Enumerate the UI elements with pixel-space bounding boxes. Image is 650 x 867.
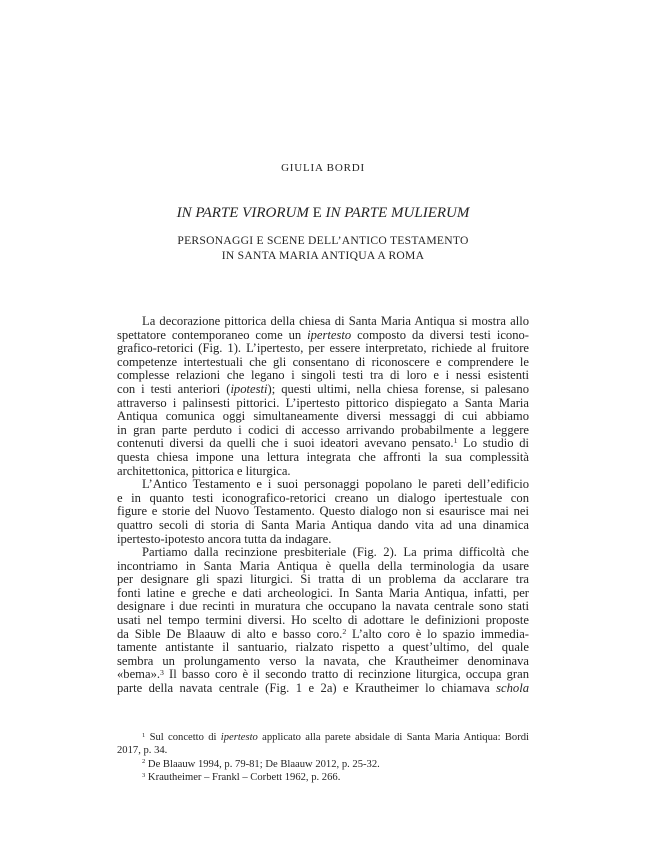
text-run: fonti latine e greche e dati archeologici. In Santa Maria Antiqua, infatti, per bbox=[117, 585, 529, 600]
article-title bbox=[117, 204, 529, 222]
text-line bbox=[117, 437, 529, 451]
footnote bbox=[117, 771, 529, 784]
text-line bbox=[117, 560, 529, 574]
text-run: E bbox=[308, 205, 326, 221]
text-run: complesse relazioni che legano i singoli testi tra di loro e i nessi esistenti bbox=[117, 368, 529, 383]
text-line bbox=[117, 668, 529, 682]
text-line bbox=[117, 451, 529, 465]
text-run: architettonica, pittorica e liturgica. bbox=[117, 463, 291, 478]
text-run: questa chiesa impone una lettura integrata che affronti la sua complessità bbox=[117, 449, 529, 464]
text-line bbox=[117, 641, 529, 655]
text-run: e in quanto testi iconografico-retorici creano un dialogo ipertestuale con bbox=[117, 490, 529, 505]
text-run: competenze intertestuali che gli consentano di riconoscere e comprendere le bbox=[117, 354, 529, 369]
note-number: 2 bbox=[342, 626, 347, 636]
text-run: tamente antistante il santuario, rialzato rispetto a quest’ultimo, del quale bbox=[117, 640, 529, 655]
text-run: contenuti diversi da quelli che i suoi ideatori avevano pensato. bbox=[117, 436, 454, 451]
text-line bbox=[117, 505, 529, 519]
text-run: Antiqua comunica oggi simultaneamente diversi messaggi di cui abbiamo bbox=[117, 409, 529, 424]
paragraph bbox=[117, 315, 529, 478]
note-number: 3 bbox=[160, 667, 164, 677]
text-line bbox=[117, 424, 529, 438]
text-run: L’Antico Testamento e i suoi personaggi popolano le pareti dell’edificio bbox=[142, 477, 529, 492]
text-line bbox=[117, 342, 529, 356]
text-line bbox=[117, 519, 529, 533]
italic-text: ipertesto bbox=[307, 327, 352, 342]
text-run: applicato alla parete absidale di Santa Maria Antiqua: Bordi bbox=[257, 732, 529, 743]
text-line bbox=[117, 383, 529, 397]
text-run: usati nel tempo termini diversi. Ho scelto di adottare le definizioni proposte bbox=[117, 613, 529, 628]
text-run: attraverso i palinsesti pittorici. L’ipertesto pittorico dispiegato a Santa Maria bbox=[117, 395, 529, 410]
text-line bbox=[117, 465, 529, 479]
note-number: 1 bbox=[453, 436, 458, 446]
text-line bbox=[117, 600, 529, 614]
text-run: ); questi ultimi, nella chiesa forense, si palesano bbox=[267, 381, 529, 396]
text-run: Lo studio di bbox=[457, 436, 529, 451]
text-run: 2017, p. 34. bbox=[117, 745, 168, 757]
text-run: Partiamo dalla recinzione presbiteriale (Fig. 2). La prima difficoltà che bbox=[142, 545, 529, 560]
text-line bbox=[117, 546, 529, 560]
text-run: parte della navata centrale (Fig. 1 e 2a) e Krautheimer lo chiamava bbox=[117, 681, 497, 696]
text-line bbox=[117, 682, 529, 696]
text-line bbox=[117, 731, 529, 744]
paragraph bbox=[117, 478, 529, 546]
text-run: sembra un prolungamento verso la navata, che Krautheimer denominava bbox=[117, 653, 529, 668]
body-text bbox=[117, 315, 529, 696]
text-run: incontriamo in Santa Maria Antiqua è quella della terminologia da usare bbox=[117, 558, 529, 573]
text-run: quattro secoli di storia di Santa Maria Antiqua dando vita ad una dinamica bbox=[117, 517, 529, 532]
text-run: «bema». bbox=[117, 667, 161, 682]
note-number: 2 bbox=[142, 758, 146, 766]
italic-text: IN PARTE VIRORUM bbox=[176, 205, 309, 221]
text-line bbox=[117, 573, 529, 587]
text-run: grafico-retorici (Fig. 1). L’ipertesto, per essere interpretato, richiede al fruitore bbox=[117, 341, 529, 356]
text-line bbox=[117, 758, 529, 771]
article-subtitle bbox=[117, 233, 529, 263]
text-run: Krautheimer – Frankl – Corbett 1962, p. 266. bbox=[145, 771, 341, 783]
text-run: Sul concetto di bbox=[145, 732, 221, 743]
text-line bbox=[117, 410, 529, 424]
footnote bbox=[117, 758, 529, 771]
italic-text: IN PARTE MULIERUM bbox=[325, 205, 470, 221]
text-line bbox=[117, 397, 529, 411]
text-run: per designare gli spazi liturgici. Si tratta di un problema da acclarare tra bbox=[117, 572, 529, 587]
text-run: con i testi anteriori ( bbox=[117, 381, 231, 396]
text-line bbox=[117, 315, 529, 329]
text-run: designare i due recinti in muratura che occupano la navata centrale sono stati bbox=[117, 599, 529, 614]
text-run: figure e storie del Nuovo Testamento. Questo dialogo non si esaurisce mai nei bbox=[117, 504, 529, 519]
text-run: La decorazione pittorica della chiesa di Santa Maria Antiqua si mostra allo bbox=[142, 314, 529, 328]
text-line bbox=[117, 478, 529, 492]
italic-text: schola bbox=[496, 681, 529, 696]
text-line bbox=[117, 771, 529, 784]
text-run: L’alto coro è lo spazio immedia- bbox=[346, 626, 529, 641]
text-run: composto da diversi testi icono- bbox=[351, 327, 529, 342]
text-run: spettatore contemporaneo come un bbox=[117, 327, 308, 342]
text-line bbox=[117, 587, 529, 601]
subtitle-line: IN SANTA MARIA ANTIQUA A ROMA bbox=[221, 249, 425, 263]
note-number: 3 bbox=[142, 771, 146, 779]
text-line bbox=[117, 614, 529, 628]
text-line bbox=[117, 356, 529, 370]
text-run: Il basso coro è il secondo tratto di recinzione liturgica, occupa gran bbox=[163, 667, 529, 682]
note-number: 1 bbox=[142, 731, 146, 739]
text-line bbox=[117, 369, 529, 383]
text-run: De Blaauw 1994, p. 79-81; De Blaauw 2012, p. 25-32. bbox=[145, 758, 380, 770]
text-run: da Sible De Blaauw di alto e basso coro. bbox=[117, 626, 343, 641]
italic-text: ipertesto bbox=[220, 732, 258, 743]
text-line bbox=[117, 329, 529, 343]
footnotes bbox=[117, 731, 529, 784]
text-run: ipertesto-ipotesto ancora tutta da indagare. bbox=[117, 531, 332, 546]
text-line bbox=[117, 744, 529, 757]
italic-text: ipotesti bbox=[230, 381, 268, 396]
text-line bbox=[117, 655, 529, 669]
text-line bbox=[117, 492, 529, 506]
paragraph bbox=[117, 546, 529, 696]
author-name: GIULIA BORDI bbox=[281, 162, 365, 174]
text-line bbox=[117, 533, 529, 547]
subtitle-line: PERSONAGGI E SCENE DELL’ANTICO TESTAMENTO bbox=[177, 234, 469, 248]
footnote bbox=[117, 731, 529, 758]
text-run: in gran parte perduto i codici di accesso arrivando probabilmente a leggere bbox=[117, 422, 529, 437]
text-line bbox=[117, 628, 529, 642]
